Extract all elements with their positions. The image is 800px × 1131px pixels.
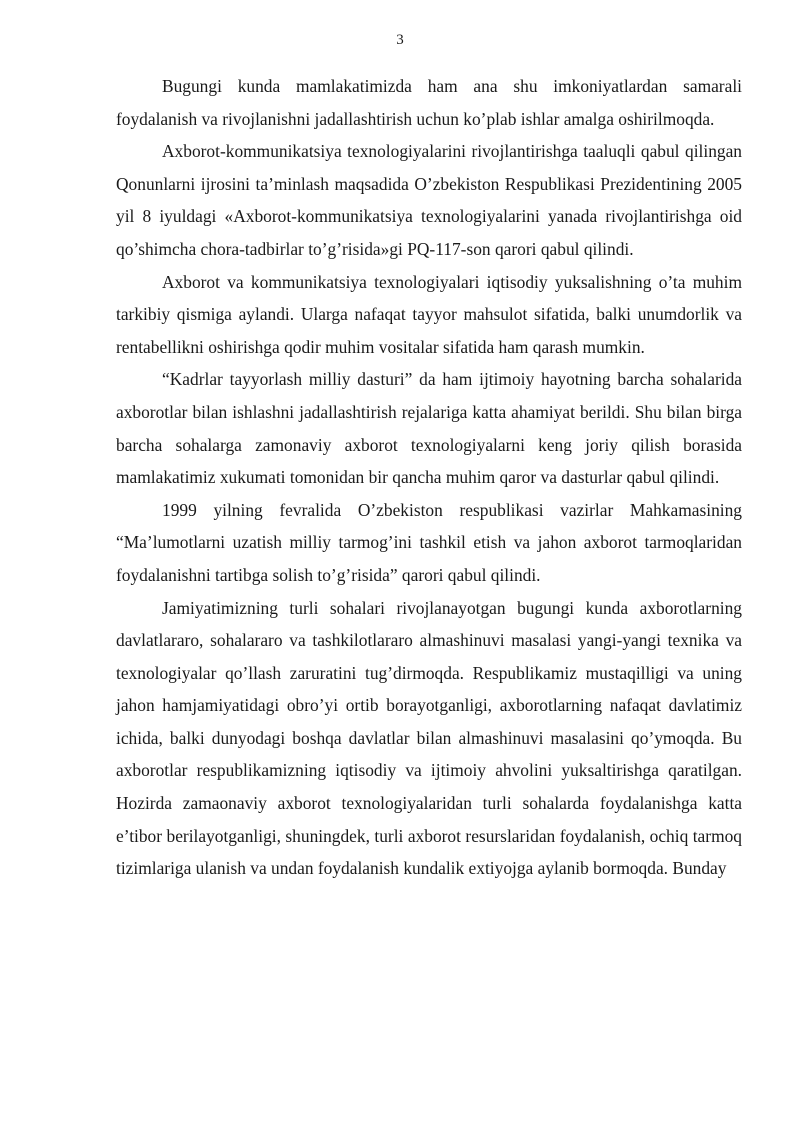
paragraph: 1999 yilning fevralida O’zbekiston respublikasi vazirlar Mahkamasining “Ma’lumotlarni uzatish milliy tarmog’ini tashkil etish va jahon axborot tarmoqlaridan foydalanishni tartibga solish to’g’risida” qarori qabul qilindi. xyxy=(116,499,742,585)
paragraph: Axborot va kommunikatsiya texnologiyalari iqtisodiy yuksalishning o’ta muhim tarkibiy qismiga aylandi. Ularga nafaqat tayyor mahsulot sifatida, balki unumdorlik va rentabellikni oshirishga qodir muhim vositalar sifatida ham qarash mumkin. xyxy=(116,271,742,357)
paragraph: “Kadrlar tayyorlash milliy dasturi” da ham ijtimoiy hayotning barcha sohalarida axborotlar bilan ishlashni jadallashtirish rejalariga katta ahamiyat berildi. Shu bilan birga barcha sohalarga zamonaviy axborot texnologiyalarni keng joriy qilish borasida mamlakatimiz xukumati tomonidan bir qancha muhim qaror va dasturlar qabul qilindi. xyxy=(116,369,742,488)
page-number: 3 xyxy=(396,32,404,48)
document-body xyxy=(116,70,742,885)
paragraph: Bugungi kunda mamlakatimizda ham ana shu imkoniyatlardan samarali foydalanish va rivojlanishni jadallashtirish uchun ko’plab ishlar amalga oshirilmoqda. xyxy=(116,76,742,129)
paragraph: Axborot-kommunikatsiya texnologiyalarini rivojlantirishga taaluqli qabul qilingan Qonunlarni ijrosini ta’minlash maqsadida O’zbekiston Respublikasi Prezidentining 2005 yil 8 iyuldagi «Axborot-kommunikatsiya texnologiyalarini yanada rivojlantirishga oid qo’shimcha chora-tadbirlar to’g’risida»gi PQ-117-son qarori qabul qilindi. xyxy=(116,141,742,259)
paragraph: Jamiyatimizning turli sohalari rivojlanayotgan bugungi kunda axborotlarning davlatlararo, sohalararo va tashkilotlararo almashinuvi masalasi yangi-yangi texnika va texnologiyalar qo’llash zaruratini tug’dirmoqda. Respublikamiz mustaqilligi va uning jahon hamjamiyatidagi obro’yi ortib borayotganligi, axborotlarning nafaqat davlatimiz ichida, balki dunyodagi boshqa davlatlar bilan almashinuvi masalasini qo’ymoqda. Bu axborotlar respublikamizning iqtisodiy va ijtimoiy ahvolini yuksaltirishga qaratilgan. Hozirda zamaonaviy axborot texnologiyalaridan turli sohalarda foydalanishga katta e’tibor berilayotganligi, shuningdek, turli axborot resurslaridan foydalanish, ochiq tarmoq tizimlariga ulanish va undan foydalanish kundalik extiyojga aylanib bormoqda. Bunday xyxy=(116,597,742,879)
